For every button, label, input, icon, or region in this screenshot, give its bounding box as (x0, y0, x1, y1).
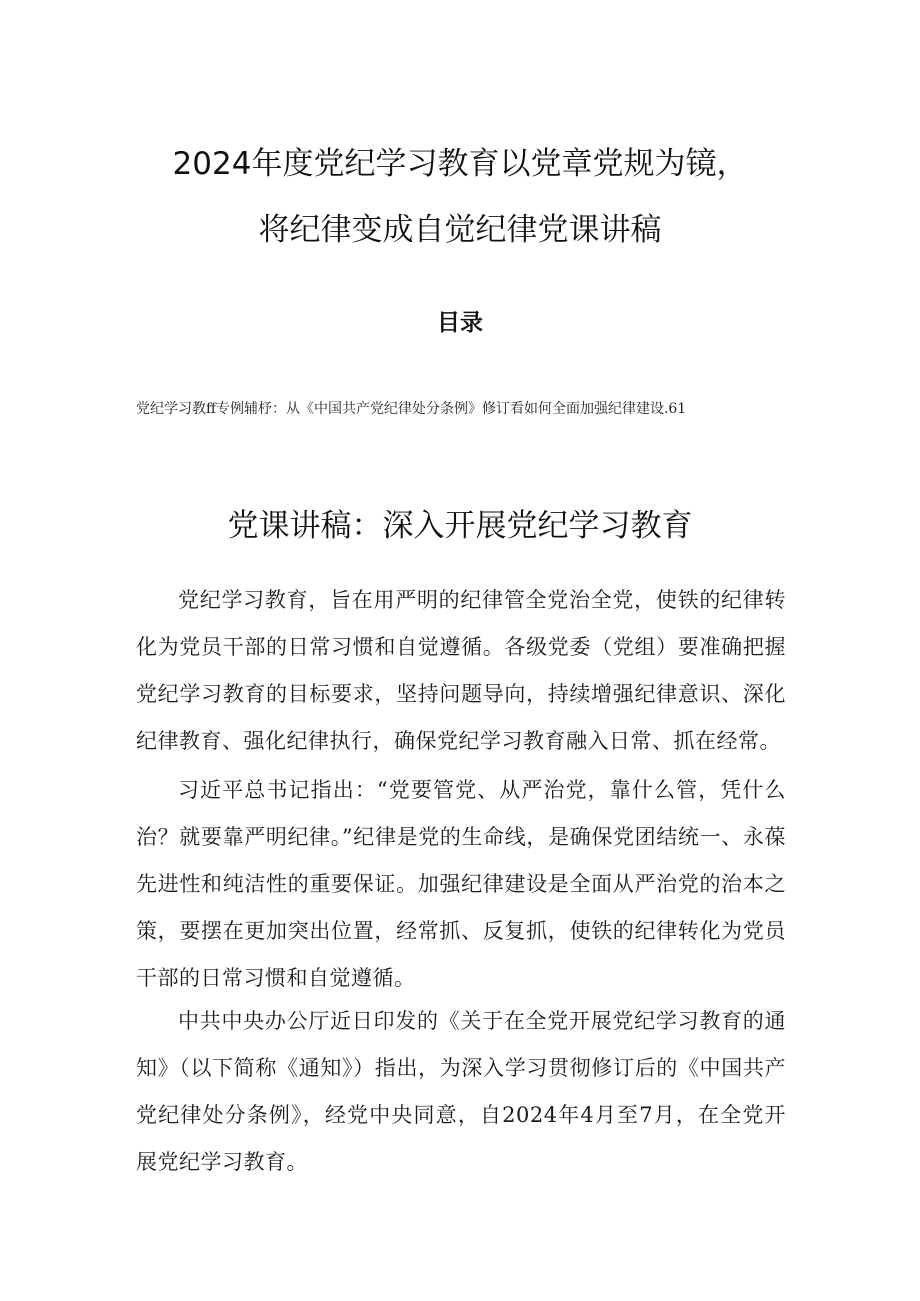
section-title: 党课讲稿：深入开展党纪学习教育 (227, 508, 693, 544)
body-paragraph-3: 中共中央办公厅近日印发的《关于在全党开展党纪学习教育的通知》（以下简称《通知》）指出，为深入学习贯彻修订后的《中国共产党纪律处分条例》，经党中央同意，自2024年4月至7月，在全党开展党纪学习教育。 (136, 1009, 786, 1174)
document-title-line1: 2024年度党纪学习教育以党章党规为镜， (172, 146, 748, 182)
toc-heading: 目录 (437, 310, 483, 336)
body-paragraph-2: 习近平总书记指出：“党要管党、从严治党，靠什么管，凭什么治？就要靠严明纪律。”纪律是党的生命线，是确保党团结统一、永葆先进性和纯洁性的重要保证。加强纪律建设是全面从严治党的治本之策，要摆在更加突出位置，经常抓、反复抓，使铁的纪律转化为党员干部的日常习惯和自觉遵循。 (136, 778, 786, 990)
body-paragraph-1: 党纪学习教育，旨在用严明的纪律管全党治全党，使铁的纪律转化为党员干部的日常习惯和自觉遵循。各级党委（党组）要准确把握党纪学习教育的目标要求，坚持问题导向，持续增强纪律意识、深化纪律教育、强化纪律执行，确保党纪学习教育融入日常、抓在经常。 (136, 588, 786, 753)
document-title-line2: 将纪律变成自觉纪律党课讲稿 (258, 212, 662, 248)
toc-entry[interactable]: 党纪学习教ff专例辅杼：从《中国共产党纪律处分条例》修订看如何全面加强纪律建设.61 (136, 401, 687, 417)
